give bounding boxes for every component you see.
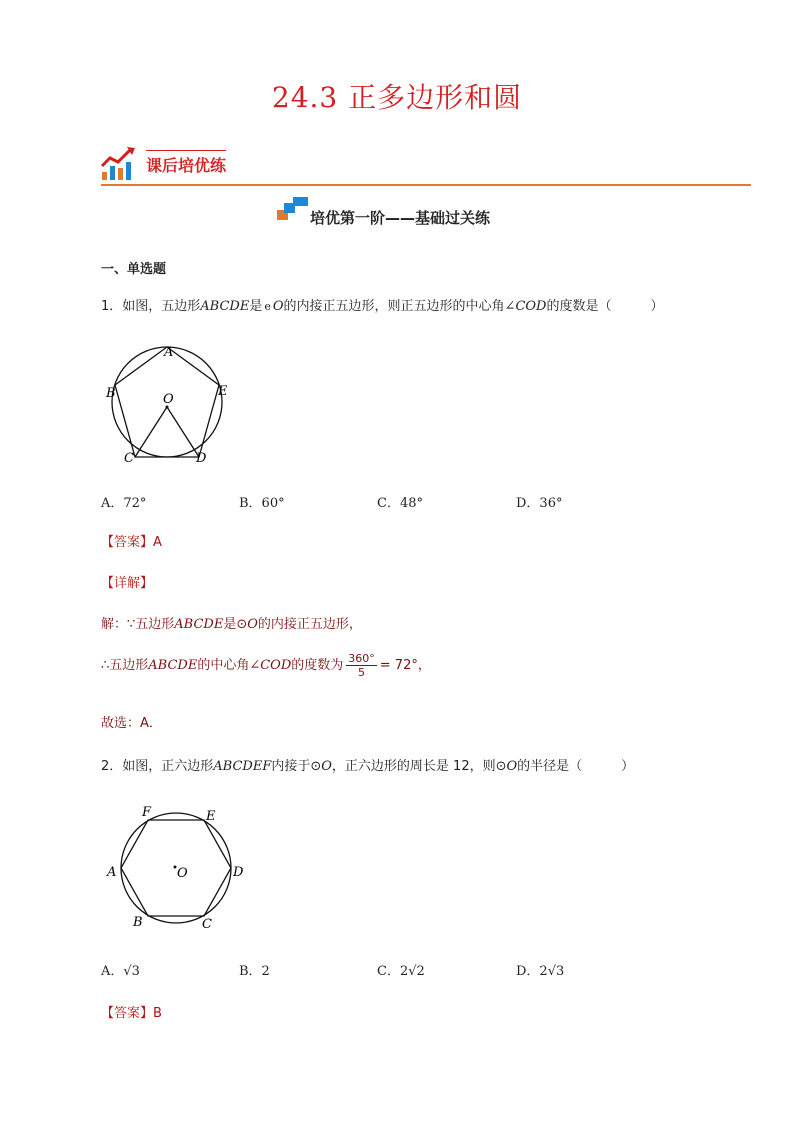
label-B: B [106,386,116,401]
label-B: B [133,915,143,930]
chart-arrow-icon [100,146,138,182]
q1-option-c[interactable]: C．48° [377,496,423,511]
label-F: F [142,805,152,820]
label-O: O [163,392,174,407]
level-title: 培优第一阶——基础过关练 [310,209,491,227]
question-2: 2．如图，正六边形ABCDEF内接于⊙O，正六边形的周长是 12，则⊙O的半径是（ ） [101,759,635,774]
hexagon-figure [104,800,254,934]
label-C: C [124,451,134,466]
fraction: $\frac{360^\circ}{5}$ [348,652,375,679]
label-E: E [206,809,216,824]
q1-detail-tag: 【详解】 [101,576,154,591]
q2-option-c[interactable]: C．2√2 [377,964,425,979]
q1-answer: 【答案】A [101,535,162,550]
question-1: 1．如图，五边形ABCDE是 e O的内接正五边形，则正五边形的中心角∠COD的度数是（ ） [101,299,664,314]
pentagon-figure [104,340,234,468]
q2-option-a[interactable]: A．√3 [101,964,140,979]
q1-detail-line-2: ∴五边形ABCDE的中心角∠COD的度数为 $\frac{360^\circ}{5}$ = 72°， [101,652,431,679]
divider [101,184,751,186]
q1-option-b[interactable]: B．60° [239,496,285,511]
q1-option-a[interactable]: A．72° [101,496,147,511]
label-D: D [196,451,207,466]
label-C: C [202,917,212,932]
label-A: A [164,345,174,360]
q2-option-b[interactable]: B．2 [239,964,270,979]
page-title: 24.3 正多边形和圆 [271,81,523,114]
q1-detail-line-3: 故选：A． [101,716,162,731]
q2-answer: 【答案】B [101,1006,162,1021]
label-O: O [177,866,188,881]
label-E: E [218,384,228,399]
label-A: A [107,865,117,880]
section-heading: 一、单选题 [101,262,167,277]
q1-option-d[interactable]: D．36° [516,496,563,511]
q1-detail-line-1: 解：∵五边形ABCDE是⊙O的内接正五边形， [101,617,362,632]
banner-label: 课后培优练 [146,150,226,176]
steps-icon [276,196,310,222]
q2-option-d[interactable]: D．2√3 [516,964,565,979]
label-D: D [233,865,244,880]
